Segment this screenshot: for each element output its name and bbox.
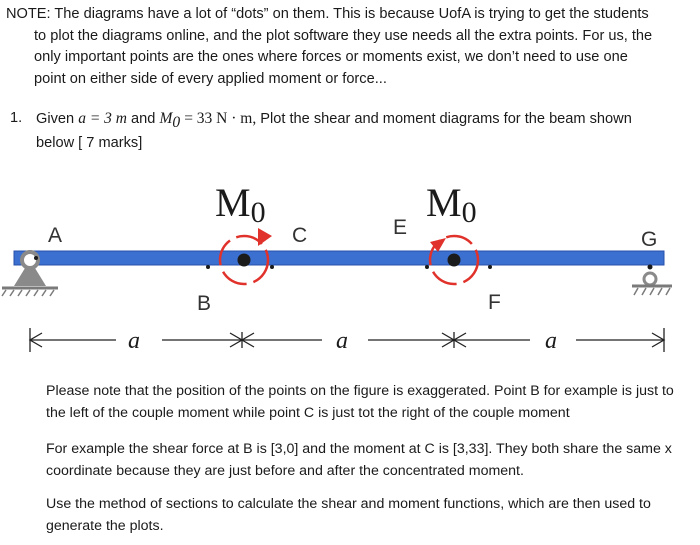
moment-center-dot-1 (238, 254, 251, 267)
label-c: C (292, 224, 308, 247)
a-value: a = 3 m (78, 110, 127, 127)
point-dot-g (648, 265, 653, 270)
label-e: E (393, 216, 408, 239)
problem-marks: below [ 7 marks] (36, 135, 143, 152)
problem-number: 1. (10, 110, 23, 126)
problem-statement (10, 108, 690, 155)
span-label-1: a (128, 328, 140, 354)
note-block (6, 4, 696, 90)
note-line-1: NOTE: The diagrams have a lot of “dots” on them. This is because UofA is trying to get the students (6, 6, 649, 22)
moment-label-2: M0 (426, 180, 477, 229)
and-word: and (131, 111, 156, 127)
paragraph-method: Use the method of sections to calculate the shear and moment functions, which are then used to generate the plots. (46, 496, 651, 534)
point-dot-a (34, 256, 38, 260)
span-label-3: a (545, 328, 557, 354)
moment-center-dot-2 (448, 254, 461, 267)
problem-body (10, 108, 690, 155)
note-line-2: to plot the diagrams online, and the plot software they use needs all the extra points. For us, the (34, 27, 653, 44)
m0-symbol: M (159, 110, 173, 127)
label-g: G (641, 228, 658, 251)
note-line-4: point on either side of every applied moment or force... (34, 70, 387, 87)
given-word: Given (36, 111, 75, 127)
roller-support (632, 273, 672, 295)
point-dot-e (425, 265, 429, 269)
span-label-2: a (336, 328, 348, 354)
beam (14, 251, 664, 265)
moment-arrow-icon (258, 228, 272, 246)
label-b: B (197, 292, 212, 315)
note-line-3: only important points are the ones where forces or moments exist, we don’t need to use one (34, 49, 628, 65)
moment-label-1: M0 (215, 180, 266, 229)
problem-instruction: Plot the shear and moment diagrams for the beam shown (260, 111, 632, 127)
m0-subscript: 0 (172, 113, 181, 131)
beam-figure (0, 168, 700, 373)
point-dot-c (270, 265, 274, 269)
m0-value: = 33 N · m, (184, 110, 257, 127)
label-f: F (488, 291, 501, 314)
paragraph-example: For example the shear force at B is [3,0] and the moment at C is [3,33]. They both share the same x coordinate because they are just before and after the concentrated moment. (46, 441, 672, 479)
point-dot-f (488, 265, 492, 269)
paragraph-exaggeration: Please note that the position of the points on the figure is exaggerated. Point B for example is just to the left of the couple moment while point C is just tot the right of the couple moment (46, 383, 674, 421)
point-dot-b (206, 265, 210, 269)
label-a: A (48, 224, 63, 247)
